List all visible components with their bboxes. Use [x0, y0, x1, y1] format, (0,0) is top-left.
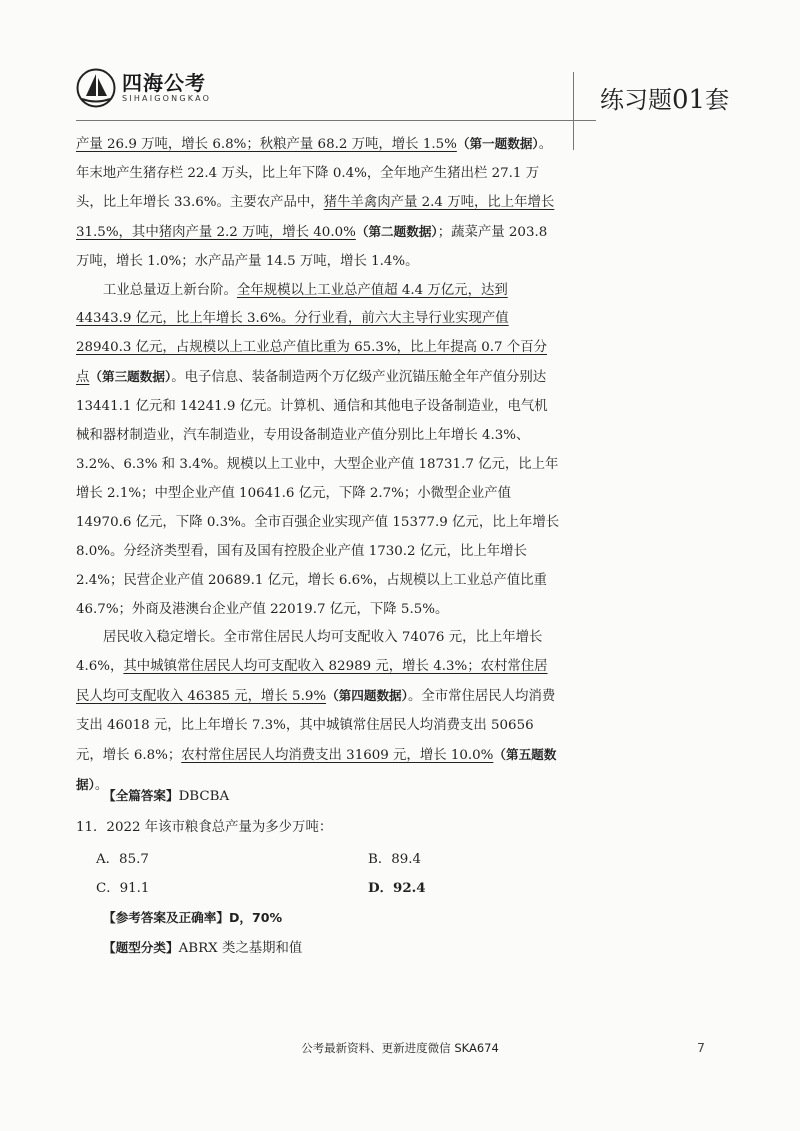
question-type-label: 【题型分类】 [103, 940, 179, 955]
page-number: 7 [697, 1040, 705, 1055]
paragraph-income [76, 624, 560, 800]
paragraph-industry [76, 277, 560, 625]
paragraph-text: 。 [94, 777, 109, 793]
logo-subtitle: SIHAIGONGKAO [122, 94, 212, 103]
reference-answer-value: D，70% [228, 910, 283, 925]
underlined-data-3: 全年规模以上工业总产值超 4.4 万亿元，达到 44343.9 亿元，比上年增长 3.6%。分行业看，前六大主导行业实现产值 28940.3 亿元，占规模以上工业总产值比重为 65.3%，比上年提高 0.7 个百分点 [76, 282, 547, 386]
set-prefix: 练习题 [600, 86, 672, 114]
question-tag-1: （第一题数据） [456, 136, 539, 151]
option-a: A．85.7 [96, 852, 149, 867]
paragraph-text: 工业总量迈上新台阶。 [103, 282, 237, 298]
document-body [76, 130, 560, 801]
underlined-data-2: 猪牛羊禽肉产量 2.4 万吨，比上年增长 31.5%，其中猪肉产量 2.2 万吨，增长 40.0% [76, 194, 555, 240]
question-tag-3: （第三题数据） [89, 369, 172, 385]
underlined-data-1: 产量 26.9 万吨，增长 6.8%；秋粮产量 68.2 万吨，增长 1.5% [76, 137, 457, 152]
question-tag-4: （第四题数据） [326, 688, 408, 704]
reference-answer-row [103, 907, 282, 926]
option-d: D．92.4 [368, 880, 426, 896]
exercise-set-title [600, 80, 729, 115]
question-stem: 11．2022 年该市粮食总产量为多少万吨： [76, 820, 333, 835]
set-suffix: 套 [705, 86, 730, 114]
question-type-row [103, 937, 302, 956]
brand-logo [76, 68, 211, 108]
underlined-data-5: 农村常住居民人均消费支出 31609 元，增长 10.0% [181, 748, 494, 764]
content-vertical-rule [573, 120, 574, 150]
logo-title: 四海公考 [122, 71, 206, 95]
reference-answer-label: 【参考答案及正确率】 [103, 910, 229, 925]
paragraph-text: 。全市常住居民人均消费支出 46018 元，比上年增长 7.3%，其中城镇常住居民人均消费支出 50656 元，增长 6.8%； [76, 689, 556, 764]
footer-note: 公考最新资料、更新进度微信 SKA674 [301, 1041, 499, 1055]
paragraph-text: ；蔬菜产量 203.8 万吨，增长 1.0%；水产品产量 14.5 万吨，增长 1.4%。 [76, 224, 548, 269]
question-tag-2: （第二题数据） [355, 223, 438, 239]
question-type-value: ABRX 类之基期和值 [178, 941, 303, 956]
paragraph-text: 。电子信息、装备制造两个万亿级产业沉锚压舱全年产值分别达 13441.1 亿元和 14241.9 亿元。计算机、通信和其他电子设备制造业，电气机械和器材制造业，汽车制造业，专用设备制造业产值分别比上年增长 4.3%、3.2%、6.3% 和 3.4%。规模以上工业中，大型企业产值 18731.7 亿元，比上年增长 2.1%；中型企业产值 10641.6 亿元，下降 2.7%；小微型企业产值 14970.6 亿元，下降 0.3%。全市百强企业实现产值 15377.9 亿元，比上年增长 8.0%。分经济类型看，国有及国有控股企业产值 1730.2 亿元，比上年增长 2.4%；民营企业产值 20689.1 亿元，增长 6.6%，占规模以上工业总产值比重 46.7%；外商及港澳台企业产值 22019.7 亿元，下降 5.5%。 [76, 370, 560, 617]
question-tag-5: （第五题数据） [76, 747, 557, 792]
option-b: B．89.4 [368, 852, 422, 867]
paragraph-agriculture [76, 130, 560, 277]
option-c: C．91.1 [96, 881, 150, 896]
set-number: 01 [672, 85, 706, 115]
full-answer-label: 【全篇答案】 [103, 788, 179, 803]
header-divider [76, 120, 596, 121]
header-vertical-divider [573, 72, 574, 120]
underlined-data-4: 其中城镇常住居民人均可支配收入 82989 元，增长 4.3%；农村常住居民人均可支配收入 46385 元，增长 5.9% [76, 659, 548, 705]
full-answer-value: DBCBA [178, 789, 230, 804]
paragraph-text: 。年末地产生猪存栏 22.4 万头，比上年下降 0.4%，全年地产生猪出栏 27.1 万头，比上年增长 33.6%。主要农产品中， [76, 137, 553, 210]
paragraph-text: 居民收入稳定增长。全市常住居民人均可支配收入 74076 元，比上年增长 4.6%， [76, 630, 543, 675]
sailboat-logo-icon [76, 68, 116, 108]
full-answer-row [103, 785, 229, 804]
